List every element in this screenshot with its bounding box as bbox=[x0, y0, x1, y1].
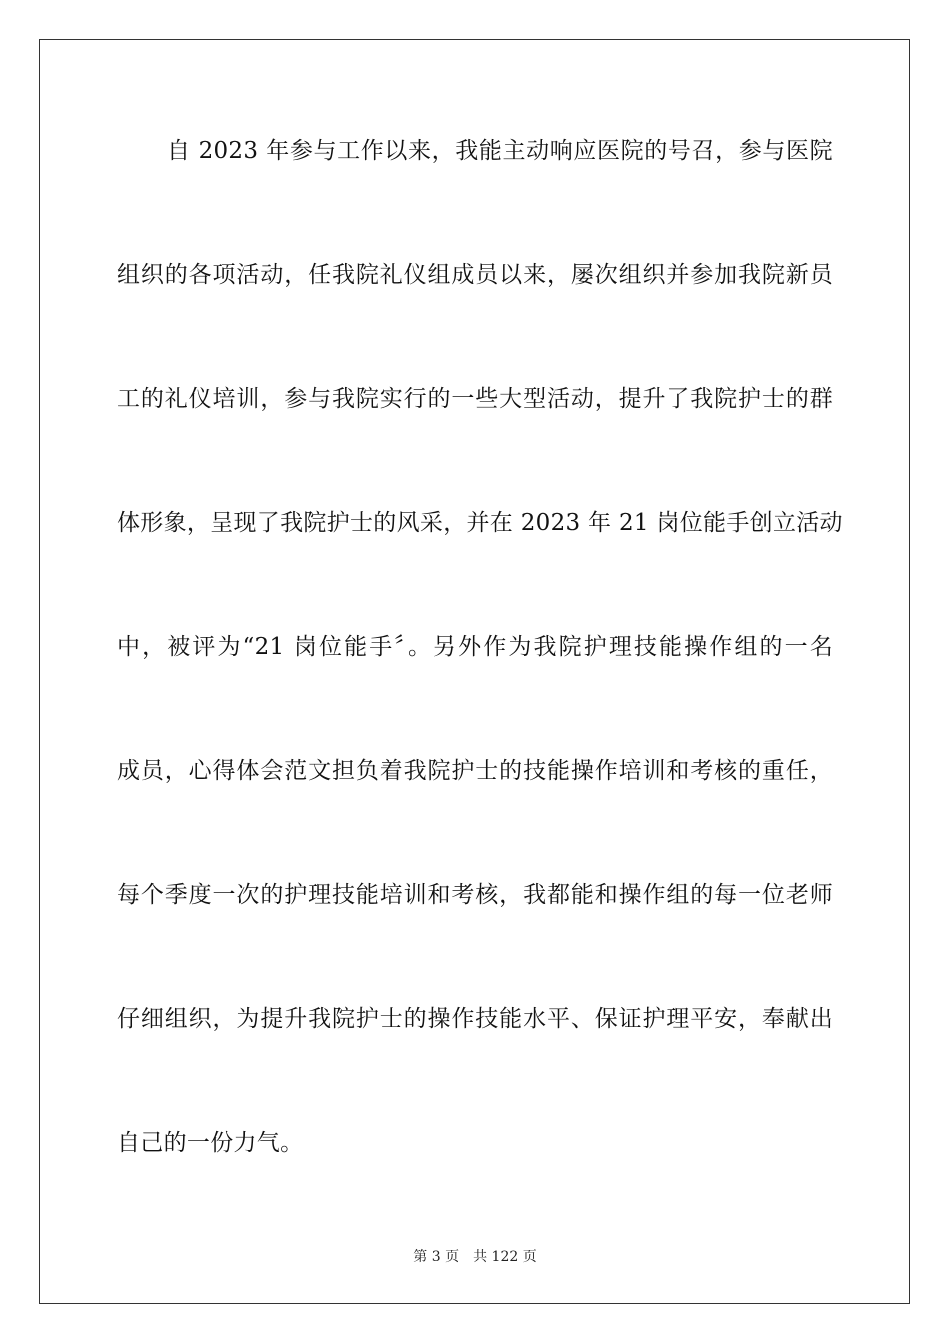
page-number: 第 3 页 bbox=[413, 1249, 460, 1265]
page-total: 共 122 页 bbox=[473, 1249, 537, 1265]
paragraph-line: 仔细组织，为提升我院护士的操作技能水平、保证护理平安，奉献出 bbox=[117, 1006, 833, 1032]
paragraph-line: 自 2023 年参与工作以来，我能主动响应医院的号召，参与医院 bbox=[167, 138, 833, 164]
page-footer bbox=[0, 1247, 950, 1267]
page-border bbox=[39, 39, 910, 1304]
paragraph-line: 中，被评为“21 岗位能手〞。另外作为我院护理技能操作组的一名 bbox=[117, 634, 833, 660]
paragraph-line: 自己的一份力气。 bbox=[117, 1130, 304, 1156]
paragraph-line: 组织的各项活动，任我院礼仪组成员以来，屡次组织并参加我院新员 bbox=[117, 262, 833, 288]
paragraph-line: 成员，心得体会范文担负着我院护士的技能操作培训和考核的重任， bbox=[117, 758, 833, 784]
paragraph-line: 每个季度一次的护理技能培训和考核，我都能和操作组的每一位老师 bbox=[117, 882, 833, 908]
paragraph-line: 体形象，呈现了我院护士的风采，并在 2023 年 21 岗位能手创立活动 bbox=[117, 510, 843, 536]
paragraph-line: 工的礼仪培训，参与我院实行的一些大型活动，提升了我院护士的群 bbox=[117, 386, 833, 412]
